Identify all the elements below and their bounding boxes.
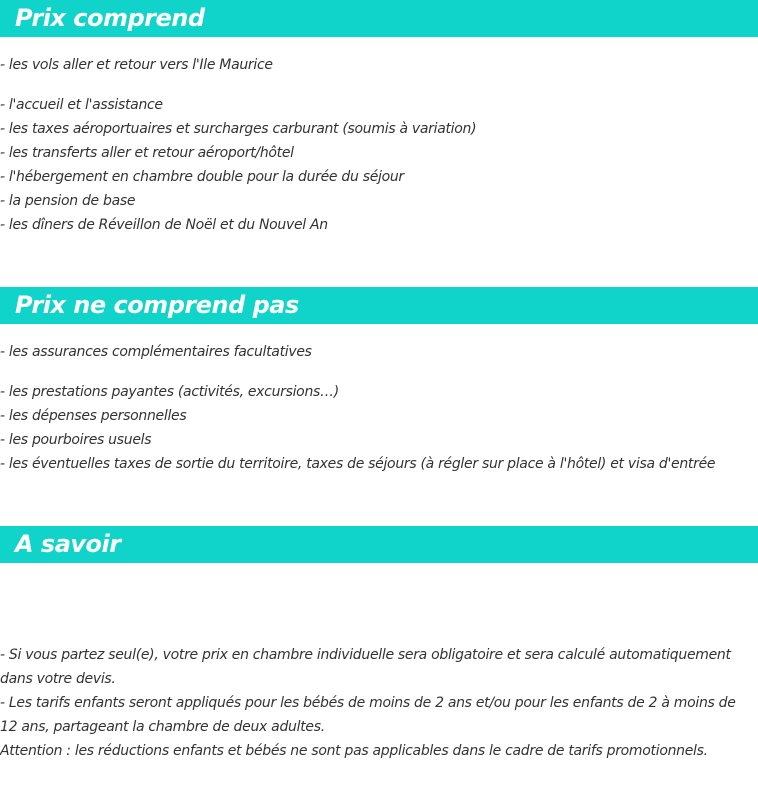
section-title: A savoir — [15, 530, 121, 558]
section-header-prix-ne-comprend-pas — [0, 287, 758, 324]
section-title: Prix ne comprend pas — [15, 291, 299, 319]
info-paragraph: - Si vous partez seul(e), votre prix en chambre individuelle sera obligatoire et sera calculé automatiquement dans votre devis. — [0, 647, 731, 687]
info-paragraph: - Les tarifs enfants seront appliqués pour les bébés de moins de 2 ans et/ou pour les enfants de 2 à moins de 12 ans, partageant la chambre de deux adultes. — [0, 695, 736, 735]
excluded-list — [0, 340, 758, 476]
list-item: - l'accueil et l'assistance — [0, 97, 163, 113]
list-item: - les assurances complémentaires facultatives — [0, 344, 312, 360]
list-item: - les prestations payantes (activités, excursions…) — [0, 384, 339, 400]
info-paragraph: Attention : les réductions enfants et bébés ne sont pas applicables dans le cadre de tarifs promotionnels. — [0, 743, 708, 759]
list-item: - les vols aller et retour vers l'Ile Maurice — [0, 57, 273, 73]
list-item: - les éventuelles taxes de sortie du territoire, taxes de séjours (à régler sur place à l'hôtel) et visa d'entrée — [0, 456, 716, 472]
list-item: - la pension de base — [0, 193, 136, 209]
list-item: - les transferts aller et retour aéroport/hôtel — [0, 145, 294, 161]
list-item: - les dîners de Réveillon de Noël et du Nouvel An — [0, 217, 328, 233]
section-title: Prix comprend — [15, 4, 205, 32]
section-header-a-savoir — [0, 526, 758, 563]
list-item: - les pourboires usuels — [0, 432, 152, 448]
list-item: - les taxes aéroportuaires et surcharges carburant (soumis à variation) — [0, 121, 477, 137]
included-list — [0, 53, 758, 237]
list-item: - l'hébergement en chambre double pour la durée du séjour — [0, 169, 404, 185]
info-block — [0, 643, 750, 763]
section-header-prix-comprend — [0, 0, 758, 37]
list-item: - les dépenses personnelles — [0, 408, 187, 424]
